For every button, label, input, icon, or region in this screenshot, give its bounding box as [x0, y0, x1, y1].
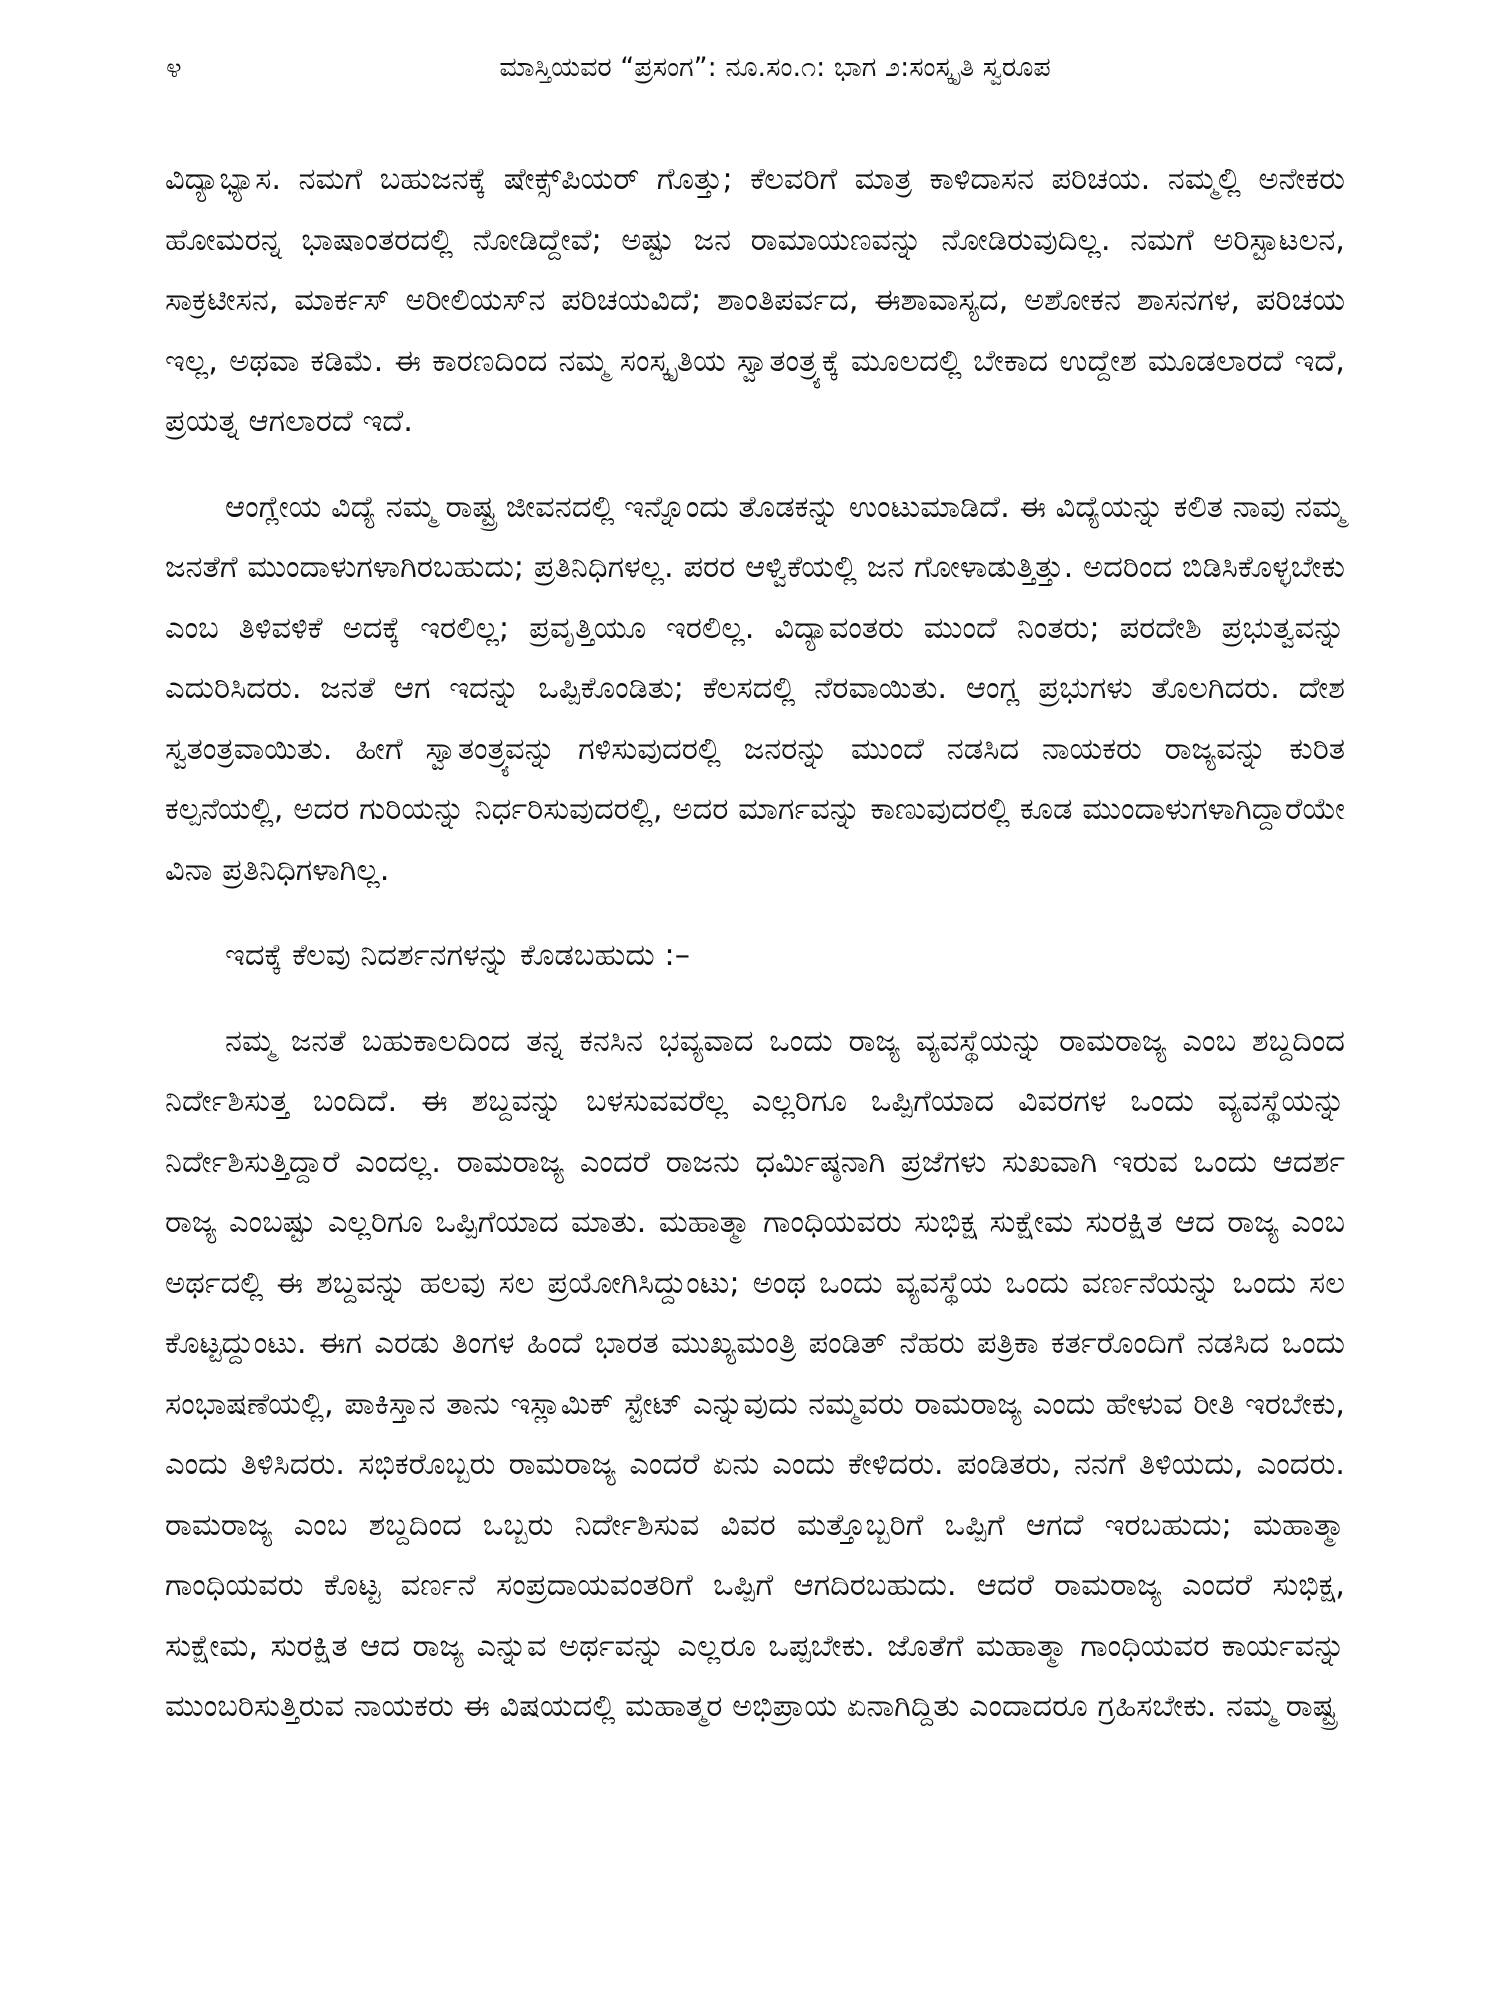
paragraph-2: ಆಂಗ್ಲೇಯ ವಿದ್ಯೆ ನಮ್ಮ ರಾಷ್ಟ್ರ ಜೀವನದಲ್ಲಿ ಇನ್ನೊಂದು ತೊಡಕನ್ನು ಉಂಟುಮಾಡಿದೆ. ಈ ವಿದ್ಯೆಯನ್ನು ಕಲಿತ ನಾವು ನಮ್ಮ ಜನತೆಗೆ ಮುಂದಾಳುಗಳಾಗಿರಬಹುದು; ಪ್ರತಿನಿಧಿಗಳಲ್ಲ. ಪರರ ಆಳ್ವಿಕೆಯಲ್ಲಿ ಜನ ಗೋಳಾಡುತ್ತಿತ್ತು. ಅದರಿಂದ ಬಿಡಿಸಿಕೊಳ್ಳಬೇಕು ಎಂಬ ತಿಳಿವಳಿಕೆ ಅದಕ್ಕೆ ಇರಲಿಲ್ಲ; ಪ್ರವೃತ್ತಿಯೂ ಇರಲಿಲ್ಲ. ವಿದ್ಯಾವಂತರು ಮುಂದೆ ನಿಂತರು; ಪರದೇಶಿ ಪ್ರಭುತ್ವವನ್ನು ಎದುರಿಸಿದರು. ಜನತೆ ಆಗ ಇದನ್ನು ಒಪ್ಪಿಕೊಂಡಿತು; ಕೆಲಸದಲ್ಲಿ ನೆರವಾಯಿತು. ಆಂಗ್ಲ ಪ್ರಭುಗಳು ತೊಲಗಿದರು. ದೇಶ ಸ್ವತಂತ್ರವಾಯಿತು. ಹೀಗೆ ಸ್ವಾತಂತ್ರ್ಯವನ್ನು ಗಳಿಸುವುದರಲ್ಲಿ ಜನರನ್ನು ಮುಂದೆ ನಡಸಿದ ನಾಯಕರು ರಾಜ್ಯವನ್ನು ಕುರಿತ ಕಲ್ಪನೆಯಲ್ಲಿ, ಅದರ ಗುರಿಯನ್ನು ನಿರ್ಧರಿಸುವುದರಲ್ಲಿ, ಅದರ ಮಾರ್ಗವನ್ನು ಕಾಣುವುದರಲ್ಲಿ ಕೂಡ ಮುಂದಾಳುಗಳಾಗಿದ್ದಾರೆಯೇ ವಿನಾ ಪ್ರತಿನಿಧಿಗಳಾಗಿಲ್ಲ.	[165, 489, 1345, 888]
page-header	[160, 44, 1360, 94]
running-title: ಮಾಸ್ತಿಯವರ “ಪ್ರಸಂಗ”: ನೂ.ಸಂ.೧: ಭಾಗ ೨:ಸಂಸ್ಕೃತಿ ಸ್ವರೂಪ	[499, 52, 1051, 83]
page-number: ೪	[166, 51, 182, 84]
body-text	[165, 150, 1345, 1738]
paragraph-4: ನಮ್ಮ ಜನತೆ ಬಹುಕಾಲದಿಂದ ತನ್ನ ಕನಸಿನ ಭವ್ಯವಾದ ಒಂದು ರಾಜ್ಯ ವ್ಯವಸ್ಥೆಯನ್ನು ರಾಮರಾಜ್ಯ ಎಂಬ ಶಬ್ದದಿಂದ ನಿರ್ದೇಶಿಸುತ್ತ ಬಂದಿದೆ. ಈ ಶಬ್ದವನ್ನು ಬಳಸುವವರೆಲ್ಲ ಎಲ್ಲರಿಗೂ ಒಪ್ಪಿಗೆಯಾದ ವಿವರಗಳ ಒಂದು ವ್ಯವಸ್ಥೆಯನ್ನು ನಿರ್ದೇಶಿಸುತ್ತಿದ್ದಾರೆ ಎಂದಲ್ಲ. ರಾಮರಾಜ್ಯ ಎಂದರೆ ರಾಜನು ಧರ್ಮಿಷ್ಠನಾಗಿ ಪ್ರಜೆಗಳು ಸುಖವಾಗಿ ಇರುವ ಒಂದು ಆದರ್ಶ ರಾಜ್ಯ ಎಂಬಷ್ಟು ಎಲ್ಲರಿಗೂ ಒಪ್ಪಿಗೆಯಾದ ಮಾತು. ಮಹಾತ್ಮಾ ಗಾಂಧಿಯವರು ಸುಭಿಕ್ಷ ಸುಕ್ಷೇಮ ಸುರಕ್ಷಿತ ಆದ ರಾಜ್ಯ ಎಂಬ ಅರ್ಥದಲ್ಲಿ ಈ ಶಬ್ದವನ್ನು ಹಲವು ಸಲ ಪ್ರಯೋಗಿಸಿದ್ದುಂಟು; ಅಂಥ ಒಂದು ವ್ಯವಸ್ಥೆಯ ಒಂದು ವರ್ಣನೆಯನ್ನು ಒಂದು ಸಲ ಕೊಟ್ಟದ್ದುಂಟು. ಈಗ ಎರಡು ತಿಂಗಳ ಹಿಂದೆ ಭಾರತ ಮುಖ್ಯಮಂತ್ರಿ ಪಂಡಿತ್ ನೆಹರು ಪತ್ರಿಕಾ ಕರ್ತರೊಂದಿಗೆ ನಡಸಿದ ಒಂದು ಸಂಭಾಷಣೆಯಲ್ಲಿ, ಪಾಕಿಸ್ತಾನ ತಾನು ಇಸ್ಲಾಮಿಕ್ ಸ್ಟೇಟ್ ಎನ್ನುವುದು ನಮ್ಮವರು ರಾಮರಾಜ್ಯ ಎಂದು ಹೇಳುವ ರೀತಿ ಇರಬೇಕು, ಎಂದು ತಿಳಿಸಿದರು. ಸಭಿಕರೊಬ್ಬರು ರಾಮರಾಜ್ಯ ಎಂದರೆ ಏನು ಎಂದು ಕೇಳಿದರು. ಪಂಡಿತರು, ನನಗೆ ತಿಳಿಯದು, ಎಂದರು. ರಾಮರಾಜ್ಯ ಎಂಬ ಶಬ್ದದಿಂದ ಒಬ್ಬರು ನಿರ್ದೇಶಿಸುವ ವಿವರ ಮತ್ತೊಬ್ಬರಿಗೆ ಒಪ್ಪಿಗೆ ಆಗದೆ ಇರಬಹುದು; ಮಹಾತ್ಮಾ ಗಾಂಧಿಯವರು ಕೊಟ್ಟ ವರ್ಣನೆ ಸಂಪ್ರದಾಯವಂತರಿಗೆ ಒಪ್ಪಿಗೆ ಆಗದಿರಬಹುದು. ಆದರೆ ರಾಮರಾಜ್ಯ ಎಂದರೆ ಸುಭಿಕ್ಷ, ಸುಕ್ಷೇಮ, ಸುರಕ್ಷಿತ ಆದ ರಾಜ್ಯ ಎನ್ನುವ ಅರ್ಥವನ್ನು ಎಲ್ಲರೂ ಒಪ್ಪಬೇಕು. ಜೊತೆಗೆ ಮಹಾತ್ಮಾ ಗಾಂಧಿಯವರ ಕಾರ್ಯವನ್ನು ಮುಂಬರಿಸುತ್ತಿರುವ ನಾಯಕರು ಈ ವಿಷಯದಲ್ಲಿ ಮಹಾತ್ಮರ ಅಭಿಪ್ರಾಯ ಏನಾಗಿದ್ದಿತು ಎಂದಾದರೂ ಗ್ರಹಿಸಬೇಕು. ನಮ್ಮ ರಾಷ್ಟ್ರ	[165, 1023, 1345, 1724]
paragraph-3: ಇದಕ್ಕೆ ಕೆಲವು ನಿದರ್ಶನಗಳನ್ನು ಕೊಡಬಹುದು :–	[225, 938, 690, 973]
paragraph-1: ವಿದ್ಯಾಭ್ಯಾಸ. ನಮಗೆ ಬಹುಜನಕ್ಕೆ ಷೇಕ್ಸ್‌ಪಿಯರ್ ಗೊತ್ತು; ಕೆಲವರಿಗೆ ಮಾತ್ರ ಕಾಳಿದಾಸನ ಪರಿಚಯ. ನಮ್ಮಲ್ಲಿ ಅನೇಕರು ಹೋಮರನ್ನ ಭಾಷಾಂತರದಲ್ಲಿ ನೋಡಿದ್ದೇವೆ; ಅಷ್ಟು ಜನ ರಾಮಾಯಣವನ್ನು ನೋಡಿರುವುದಿಲ್ಲ. ನಮಗೆ ಅರಿಸ್ಟಾಟಲನ, ಸಾಕ್ರಟೀಸನ, ಮಾರ್ಕಸ್ ಅರೀಲಿಯಸ್‌ನ ಪರಿಚಯವಿದೆ; ಶಾಂತಿಪರ್ವದ, ಈಶಾವಾಸ್ಯದ, ಅಶೋಕನ ಶಾಸನಗಳ, ಪರಿಚಯ ಇಲ್ಲ, ಅಥವಾ ಕಡಿಮೆ. ಈ ಕಾರಣದಿಂದ ನಮ್ಮ ಸಂಸ್ಕೃತಿಯ ಸ್ವಾತಂತ್ರ್ಯಕ್ಕೆ ಮೂಲದಲ್ಲಿ ಬೇಕಾದ ಉದ್ದೇಶ ಮೂಡಲಾರದೆ ಇದೆ, ಪ್ರಯತ್ನ ಆಗಲಾರದೆ ಇದೆ.	[165, 162, 1345, 439]
